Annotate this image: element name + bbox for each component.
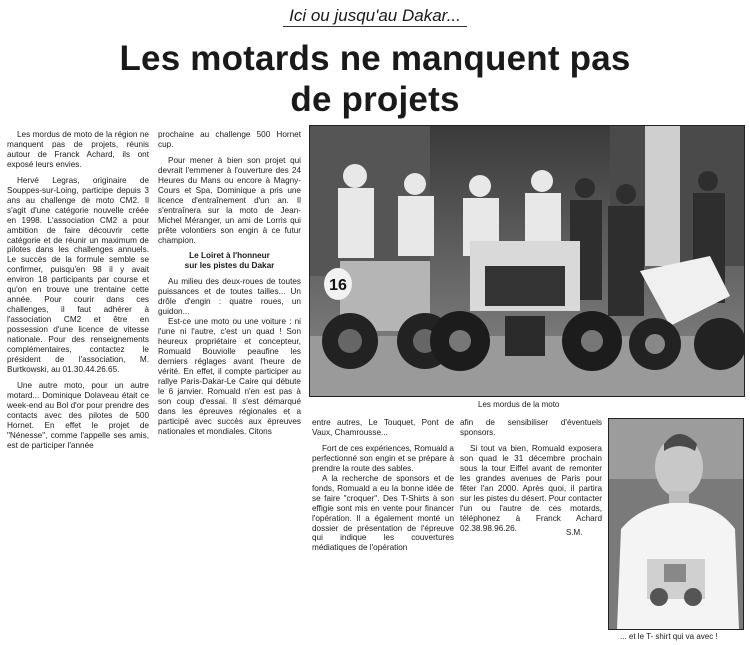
author-signature: S.M. <box>566 528 583 537</box>
paragraph: Une autre moto, pour un autre motard... Dominique Dolaveau était ce week-end au Bol d'or pour prendre des contacts avec des pilotes de 500 Hornet. En effet le projet de "Nénesse", comme l'appelle ses amis, est de participer l'année <box>7 380 149 450</box>
text-column-2 <box>158 130 301 437</box>
main-photo-caption: Les mordus de la moto <box>478 400 560 409</box>
kicker: Ici ou jusqu'au Dakar... <box>0 6 750 26</box>
main-photo <box>309 125 745 397</box>
paragraph: Si tout va bien, Romuald exposera son quad le 31 décembre prochain sous la tour Eiffel avant de remonter les grandes avenues de Paris pour fêter l'an 2000. Après quoi, il partira sur les pistes du désert. Pour contacter l'un ou l'autre de ces motards, téléphonez à Franck Achard 02.38.98.96.26. <box>460 443 602 533</box>
tshirt-photo <box>608 418 744 630</box>
paragraph: Pour mener à bien son projet qui devrait l'emmener à l'ouverture des 24 Heures du Mans ou encore à Magny-Cours et Spa, Dominique a pris une licence d'entraînement d'un an. Il s'entraînera sur la moto de Jean-Michel Méranger, un ami de Lorris qui prête volontiers son engin à ce futur champion. <box>158 155 301 245</box>
paragraph: Les mordus de moto de la région ne manquent pas de projets, réunis autour de Franck Achard, ils ont exposé leurs envies. <box>7 130 149 169</box>
subheading: Le Loiret à l'honneur sur les pistes du Dakar <box>184 251 275 271</box>
text-column-1 <box>7 130 149 451</box>
paragraph: afin de sensibiliser d'éventuels sponsors. <box>460 418 602 437</box>
tshirt-photo-caption: ... et le T- shirt qui va avec ! <box>620 632 718 641</box>
paragraph: Au milieu des deux-roues de toutes puissances et de toutes tailles... Un drôle d'engin : quatre roues, un guidon... <box>158 277 301 317</box>
paragraph: Fort de ces expériences, Romuald a perfectionné son engin et se prépare à prendre la route des sables. <box>312 443 454 473</box>
text-column-4 <box>460 418 602 533</box>
paragraph: A la recherche de sponsors et de fonds, Romuald a eu la bonne idée de se faire "croquer". Des T-Shirts à son effigie sont mis en vente pour financer l'opération. Il a également monté un dossier de présentation de l'épreuve qui indique les couvertures médiatiques de l'opération <box>312 473 454 553</box>
headline <box>0 38 750 120</box>
headline-line-2: de projets <box>290 80 460 119</box>
text-column-3 <box>312 418 454 553</box>
paragraph: Est-ce une moto ou une voiture : ni l'une ni l'autre, c'est un quad ! Son heureux propriétaire et concepteur, Romuald Bouviolle peaufine les derniers réglages avant l'heure de vérité. En effet, il compte participer au rallye Paris-Dakar-Le Caire qui débute le 6 janvier. Romuald n'en est pas à son coup d'essai. Il s'est démarqué dans les épreuves régionales et a participé avec succès aux épreuves nationales et mondiales. Citons <box>158 317 301 436</box>
paragraph: entre autres, Le Touquet, Pont de Vaux, Chamrousse... <box>312 418 454 437</box>
headline-line-1: Les motards ne manquent pas <box>119 39 631 78</box>
bike-number: 16 <box>329 277 347 294</box>
paragraph: prochaine au challenge 500 Hornet cup. <box>158 130 301 149</box>
paragraph: Hervé Legras, originaire de Souppes-sur-Loing, participe depuis 3 ans au challenge de moto CM2. Il s'agit d'une catégorie nouvelle créée en 1998. L'association CM2 a pour ambition de faire découvrir cette catégorie et de réunir un maximum de pilotes dans les challenges annuels. Le succès de la formule semble se confirmer, puisqu'en 98 il y avait environ 18 participants par course et qu'on en trouve une trentaine cette année. Pour courir dans ces challenges, il faut adhérer à l'association CM2 et être en possession d'une licence de vitesse nationale. Pour des renseignements complémentaires, contactez le président de l'association, M. Burtkowski, au 01.30.44.26.65. <box>7 175 149 374</box>
